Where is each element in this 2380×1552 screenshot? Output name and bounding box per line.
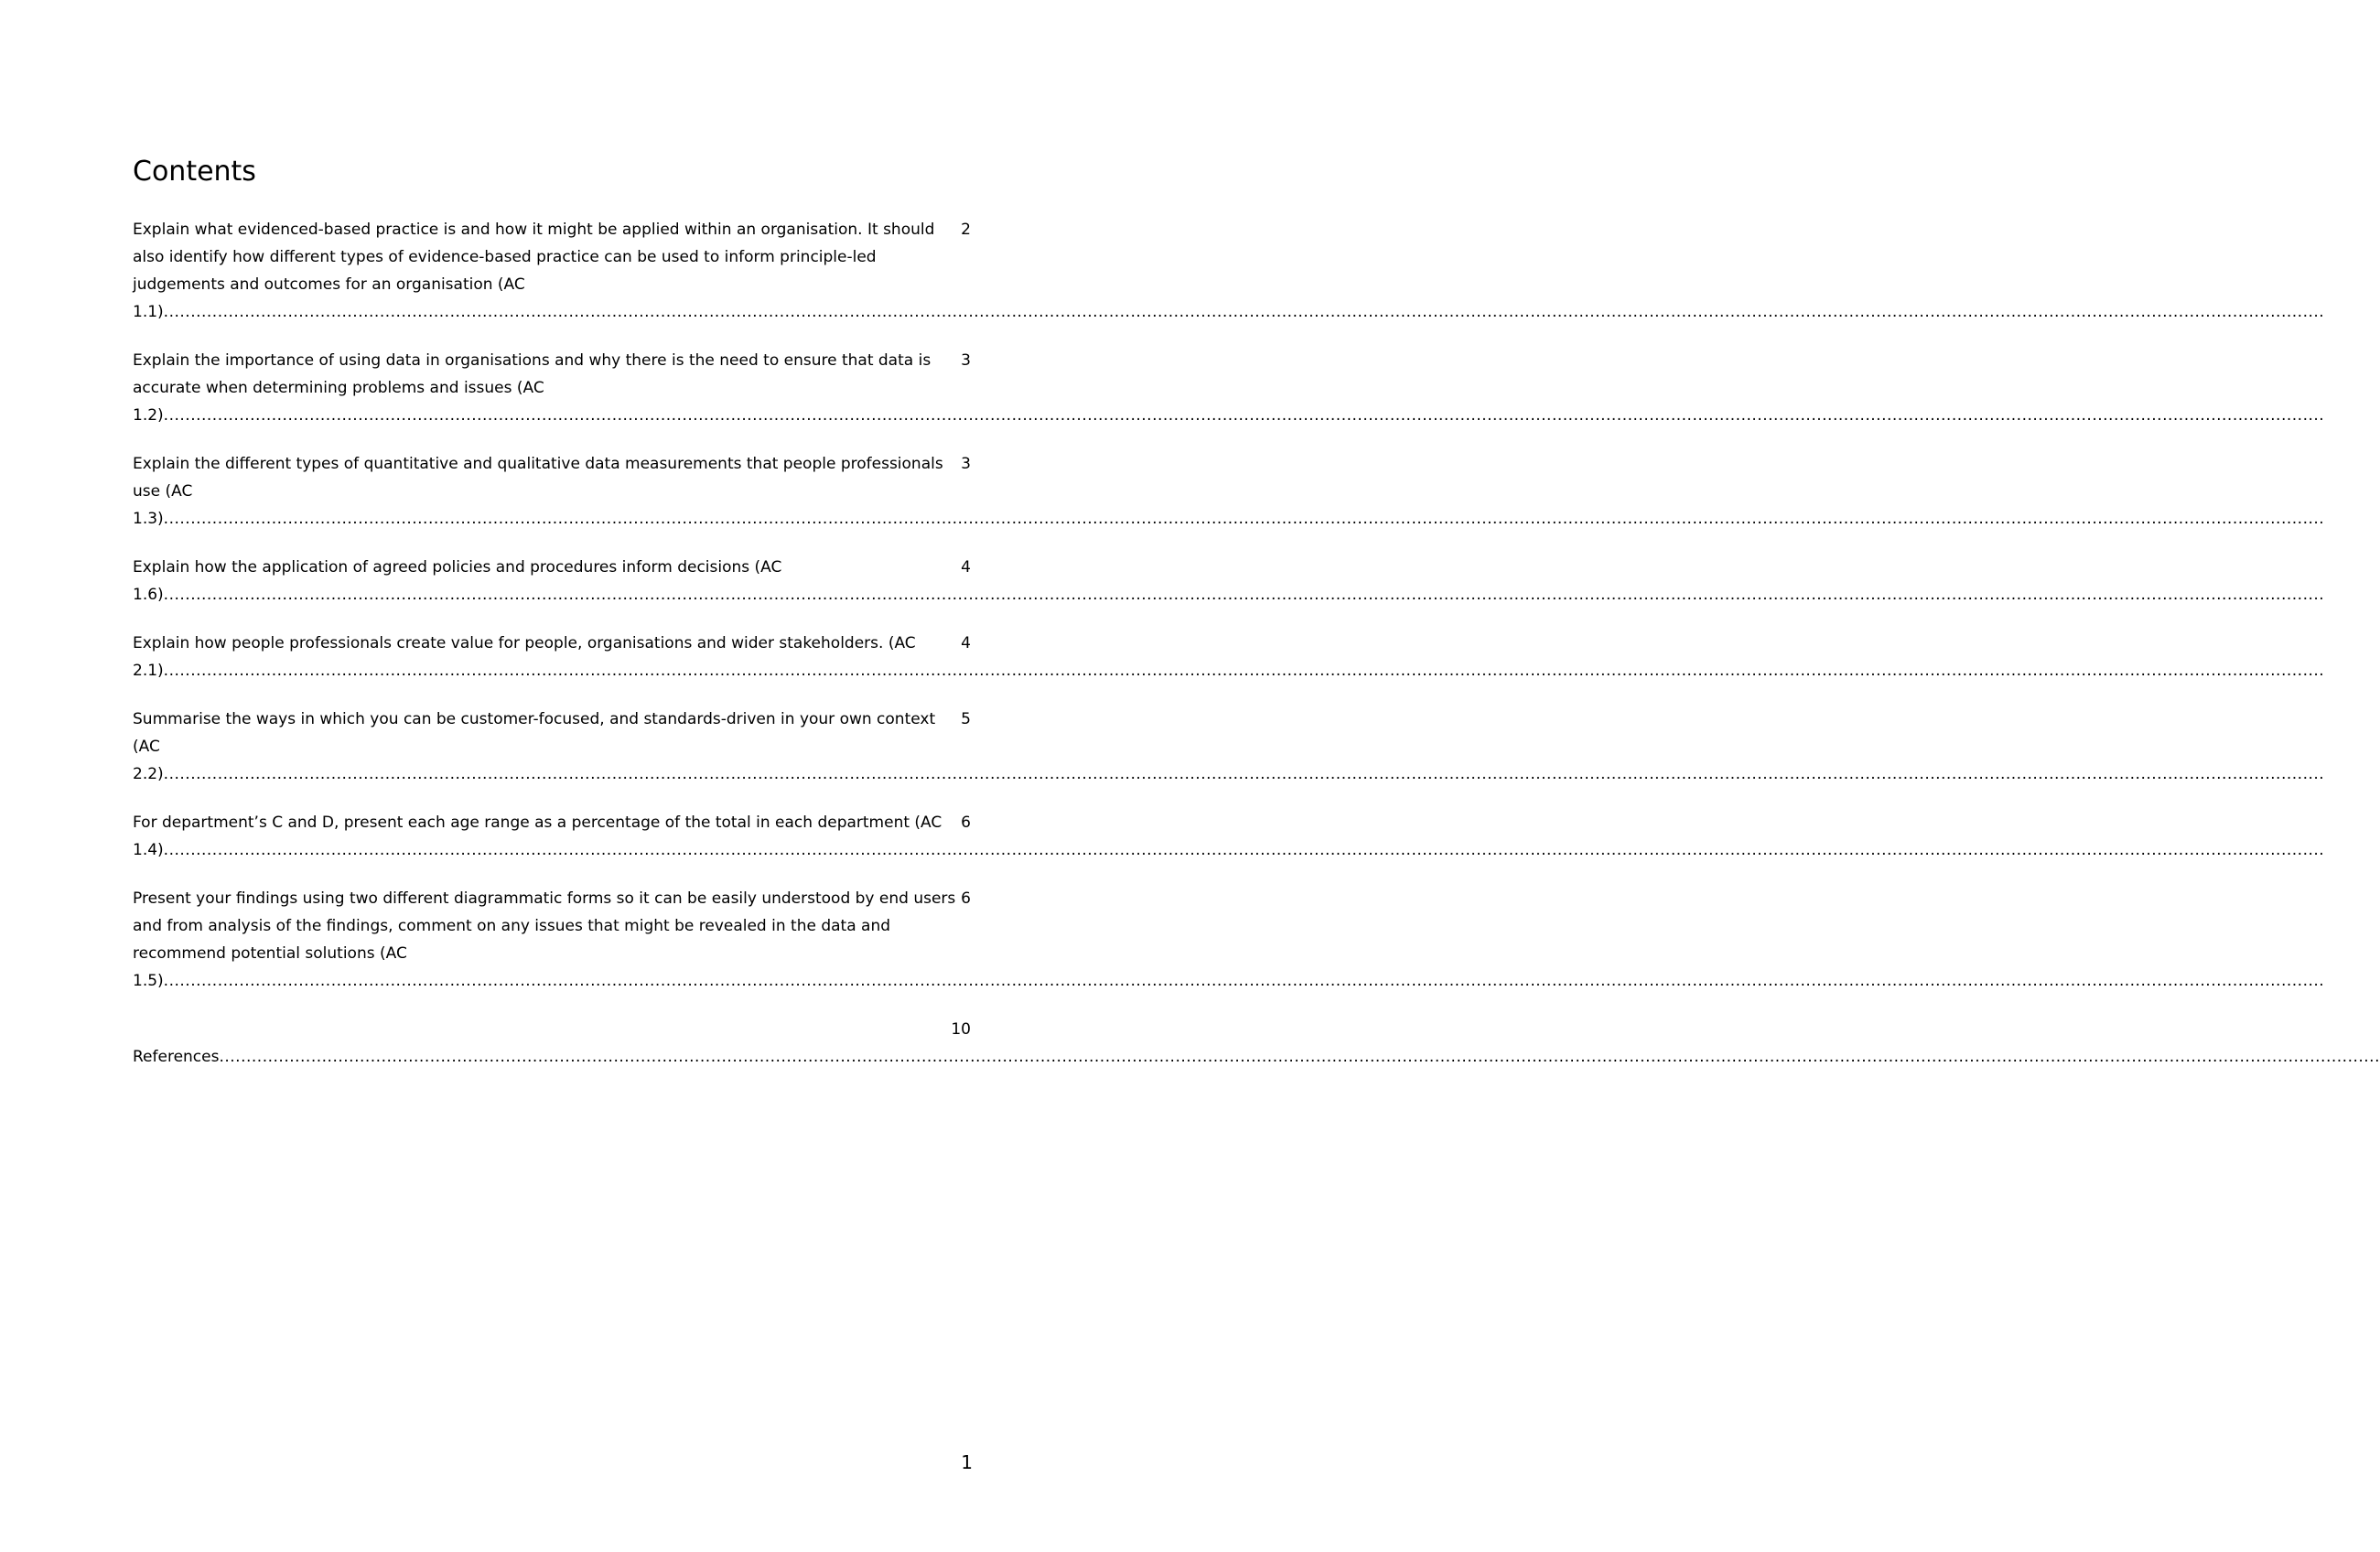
dot-leader: ................................................................................................................................................................................................................................................................................................................................................................................................................ [163, 510, 2325, 528]
toc-entry-page: 6 [960, 885, 971, 912]
page-number: 1 [961, 1451, 973, 1473]
toc-entry-page: 5 [960, 706, 971, 733]
toc-entry-text: Explain the different types of quantitative and qualitative data measurements that people professionals use (AC 1.3) [133, 455, 943, 528]
toc-entry-text: Summarise the ways in which you can be customer-focused, and standards-driven in your own context (AC 2.2) [133, 710, 936, 783]
toc-entry-page: 2 [960, 216, 971, 243]
toc-entry-text: References [133, 1048, 220, 1066]
toc-entry[interactable] [133, 450, 2325, 533]
toc-entry[interactable] [133, 216, 2325, 326]
toc-entry[interactable] [133, 1016, 2380, 1071]
toc-entry-page: 6 [960, 809, 971, 836]
dot-leader: ................................................................................................................................................................................................................................................................................................................................................................................................................ [163, 972, 2325, 990]
toc-entry-page: 3 [960, 347, 971, 374]
dot-leader: ................................................................................................................................................................................................................................................................................................................................................................................................................ [163, 586, 2325, 604]
toc-entry[interactable] [133, 347, 2325, 429]
toc-entry[interactable] [133, 706, 2325, 788]
toc-entry[interactable] [133, 554, 2325, 609]
toc-entry[interactable] [133, 630, 2325, 684]
dot-leader: ................................................................................................................................................................................................................................................................................................................................................................................................................ [163, 841, 2325, 859]
dot-leader: ................................................................................................................................................................................................................................................................................................................................................................................................................ [163, 662, 2325, 680]
toc-entry-page: 10 [950, 1016, 971, 1043]
toc-entry-text: Explain the importance of using data in organisations and why there is the need to ensure that data is accurate when determining problems and issues (AC 1.2) [133, 351, 932, 425]
toc-entry-text: Present your findings using two different diagrammatic forms so it can be easily understood by end users and from analysis of the findings, comment on any issues that might be revealed in the data and recommend potential solutions (AC 1.5) [133, 889, 956, 990]
toc-entry-text: Explain what evidenced-based practice is and how it might be applied within an organisation. It should also identify how different types of evidence-based practice can be used to inform principle-led judgements and outcomes for an organisation (AC 1.1) [133, 221, 935, 321]
toc-heading: Contents [133, 156, 256, 188]
toc-entry-page: 4 [960, 630, 971, 657]
dot-leader: ................................................................................................................................................................................................................................................................................................................................................................................................................ [219, 1048, 2380, 1066]
toc-entry-page: 4 [960, 554, 971, 581]
dot-leader: ................................................................................................................................................................................................................................................................................................................................................................................................................ [163, 303, 2325, 321]
toc-entry-text: Explain how people professionals create value for people, organisations and wider stakeholders. (AC 2.1) [133, 634, 916, 680]
toc-entry-page: 3 [960, 450, 971, 478]
table-of-contents [133, 216, 2380, 1092]
toc-entry[interactable] [133, 809, 2325, 864]
dot-leader: ................................................................................................................................................................................................................................................................................................................................................................................................................ [163, 406, 2325, 425]
dot-leader: ................................................................................................................................................................................................................................................................................................................................................................................................................ [163, 765, 2325, 783]
toc-entry-text: For department’s C and D, present each age range as a percentage of the total in each department (AC 1.4) [133, 814, 942, 859]
toc-entry[interactable] [133, 885, 2325, 995]
toc-entry-text: Explain how the application of agreed policies and procedures inform decisions (AC 1.6) [133, 558, 782, 604]
